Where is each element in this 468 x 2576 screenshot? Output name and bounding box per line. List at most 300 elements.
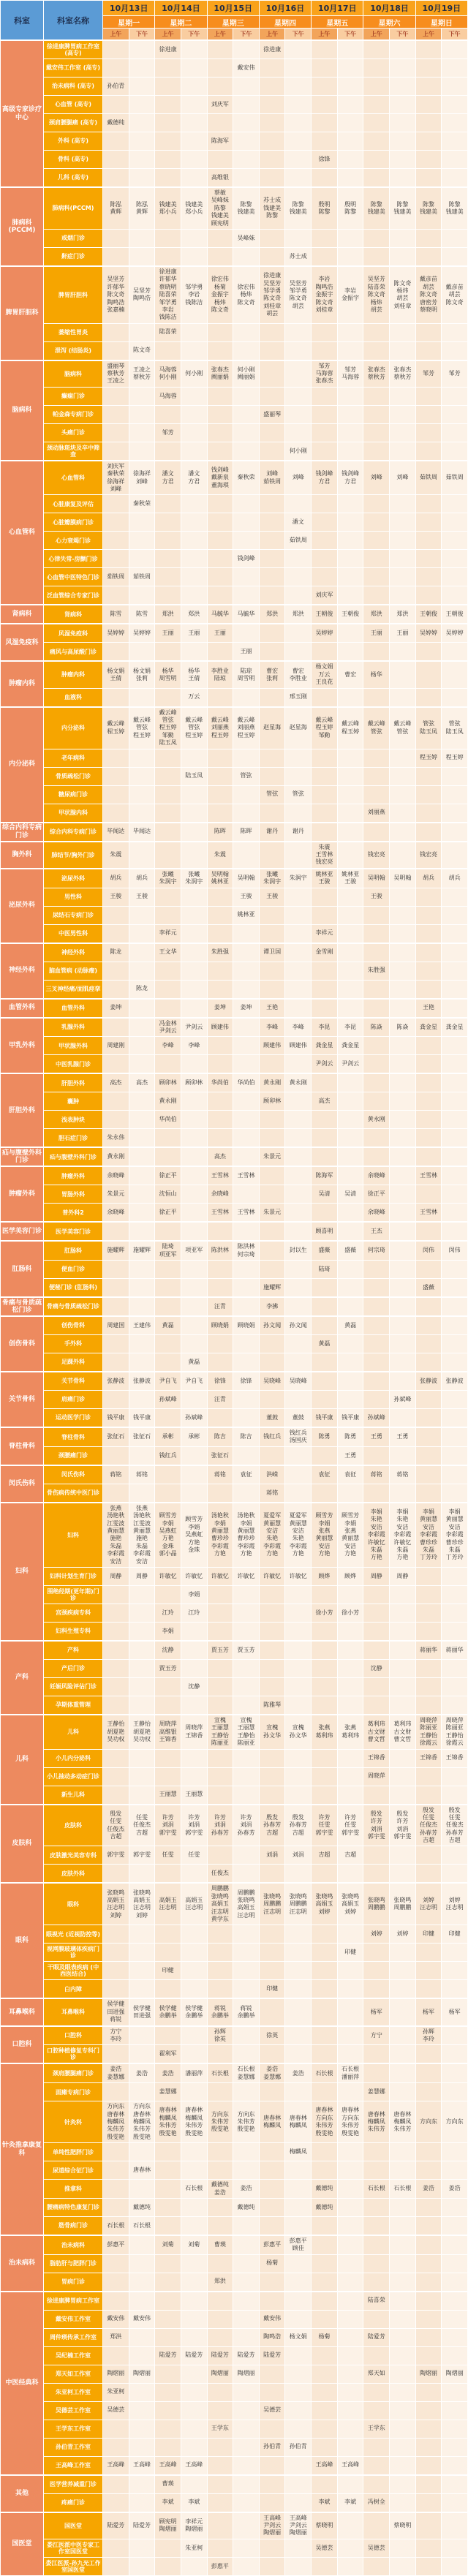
doctor-name: 管弦 [162,716,174,723]
doctor-name: 赵星海 [263,724,282,731]
schedule-cell [415,1335,442,1353]
doctor-name: 顾晓娟 [211,1321,229,1329]
schedule-cell [259,2045,285,2064]
schedule-cell [442,661,468,688]
schedule-cell [207,2438,233,2456]
schedule-cell [155,2420,181,2438]
schedule-row [1,2143,468,2161]
doctor-name: 李斌 [344,2498,357,2506]
schedule-cell [390,1129,416,1148]
clinic-label: 医学营养减重门诊 [44,2475,103,2494]
doctor-name: 茹铁周 [289,537,307,544]
schedule-cell [442,1677,468,1696]
schedule-row [1,1055,468,1074]
schedule-cell [337,1147,363,1166]
schedule-cell [259,1696,285,1715]
schedule-cell [155,1335,181,1353]
schedule-row [1,2328,468,2346]
schedule-cell [233,495,260,513]
schedule-cell [129,2161,155,2180]
doctor-name: 杨文娟 [289,2333,307,2341]
schedule-row [1,1297,468,1316]
schedule-cell [155,605,181,624]
schedule-cell [155,1147,181,1166]
schedule-cell [129,1111,155,1129]
schedule-cell [285,1391,312,1409]
doctor-name: 施耀辉 [263,1283,282,1291]
schedule-cell [233,1335,260,1353]
doctor-name: 姜慧娜 [367,2088,385,2095]
doctor-name: 张晓鸣 [315,1892,333,1900]
schedule-cell [233,59,260,78]
schedule-cell [103,2557,129,2575]
doctor-name: 汪志明 [289,1908,307,1915]
schedule-cell [442,605,468,624]
schedule-cell [390,247,416,266]
doctor-name: 高娟玉 [315,1900,333,1908]
schedule-row [1,2161,468,2180]
doctor-name: 刘婷 [135,1911,148,1919]
doctor-name: 胡夏艳 [132,1728,151,1735]
schedule-row [1,1353,468,1372]
schedule-cell [207,1241,233,1260]
schedule-cell [155,1484,181,1503]
schedule-cell [337,1353,363,1372]
schedule-cell [207,1261,233,1279]
schedule-cell [207,1409,233,1428]
schedule-cell [415,96,442,114]
schedule-cell [155,1409,181,1428]
doctor-name: 顾烨 [344,1572,357,1579]
schedule-cell [312,1261,338,1279]
schedule-cell [312,1129,338,1148]
schedule-cell [233,2438,260,2456]
schedule-header [1,1,468,41]
schedule-cell [312,78,338,96]
schedule-cell [390,1372,416,1391]
doctor-name: 陶熠丽 [263,2529,282,2537]
schedule-row [1,1427,468,1446]
doctor-name: 石长根 [315,2069,333,2077]
schedule-cell [233,980,260,999]
schedule-cell [233,2063,260,2082]
doctor-name: 王朝俊 [341,611,360,618]
schedule-cell [155,1585,181,1604]
schedule-cell [390,1641,416,1660]
doctor-name: 彭惠平 [263,2241,282,2248]
doctor-name: 杨军 [423,2008,434,2015]
schedule-cell [312,1883,338,1925]
schedule-cell [312,2456,338,2475]
schedule-cell [103,1846,129,1865]
schedule-cell [207,1465,233,1484]
schedule-cell [390,1696,416,1715]
schedule-cell [415,2438,442,2456]
schedule-cell [207,707,233,749]
schedule-cell [312,513,338,532]
schedule-cell [103,78,129,96]
schedule-cell [415,1018,442,1037]
schedule-cell [103,980,129,999]
doctor-name: 杨文娟 [315,663,333,671]
schedule-cell [363,405,390,423]
schedule-cell [129,1715,155,1749]
schedule-cell [363,2401,390,2420]
schedule-cell [129,2438,155,2456]
schedule-row [1,924,468,943]
schedule-cell [285,804,312,823]
schedule-cell [442,1261,468,1279]
schedule-cell [129,1846,155,1865]
schedule-cell [181,1944,207,1962]
doctor-name: 吴坚芳 [132,287,151,294]
schedule-cell [363,1622,390,1641]
schedule-cell [155,1465,181,1484]
schedule-cell [415,2475,442,2494]
schedule-cell [442,513,468,532]
doctor-name: 管弦 [266,790,279,798]
doctor-name: 黄丽慧 [263,1519,282,1527]
schedule-cell [285,1261,312,1279]
schedule-cell [415,1409,442,1428]
schedule-cell [442,888,468,906]
weekday-header: 星期五 [312,16,363,29]
doctor-name: 张燕 [110,1504,122,1511]
schedule-cell [259,78,285,96]
doctor-name: 何小刚 [289,447,307,454]
schedule-cell [285,2254,312,2273]
doctor-name: 盛薇 [423,1283,434,1291]
doctor-name: 蒋丽华 [445,1646,464,1653]
doctor-name: 潘文 [188,470,200,477]
doctor-name: 吴清 [318,1190,331,1198]
schedule-cell [363,513,390,532]
doctor-name: 侯学健 [159,2004,177,2012]
schedule-cell [155,1805,181,1846]
schedule-cell [181,1316,207,1335]
clinic-label: 皮肤激光美容专科 [44,1846,103,1865]
schedule-cell [363,888,390,906]
schedule-cell [181,187,207,229]
schedule-cell [155,532,181,550]
schedule-cell [337,1883,363,1925]
doctor-name: 方艳 [344,1550,357,1557]
schedule-cell [207,962,233,980]
schedule-cell [337,2438,363,2456]
schedule-cell [390,405,416,423]
doctor-name: 张燕 [344,1527,357,1535]
schedule-cell [103,2346,129,2365]
weekday-header: 星期日 [415,16,467,29]
schedule-cell [363,247,390,266]
schedule-cell [337,924,363,943]
schedule-cell [233,1696,260,1715]
schedule-cell [155,2456,181,2475]
schedule-cell [207,1503,233,1568]
schedule-cell [285,1604,312,1622]
doctor-name: 许敏忆 [393,1538,412,1546]
doctor-name: 徐锋 [318,155,331,162]
doctor-name: 张晓鸣 [107,1889,125,1896]
doctor-name: 金振宇 [211,291,229,298]
doctor-name: 周晓萍 [367,1772,385,1780]
schedule-row [1,2346,468,2365]
doctor-name: 王艳 [266,1004,279,1011]
schedule-cell [285,980,312,999]
schedule-cell [259,1353,285,1372]
doctor-name: 张晓鸣 [237,1897,255,1904]
doctor-name: 朱景元 [263,1153,282,1160]
schedule-cell [415,1129,442,1148]
schedule-cell [181,1427,207,1446]
doctor-name: 高杰 [214,1153,226,1160]
schedule-cell [442,2292,468,2311]
doctor-name: 袁征 [318,1470,331,1478]
schedule-cell [103,924,129,943]
schedule-cell [285,187,312,229]
doctor-name: 曹珍珍 [211,1535,229,1542]
doctor-name: 王雪林 [211,1172,229,1179]
schedule-row [1,707,468,749]
schedule-cell [337,767,363,785]
doctor-name: 吴坚芳 [263,279,282,287]
schedule-cell [442,2456,468,2475]
schedule-cell [129,2180,155,2199]
schedule-cell [363,1865,390,1884]
doctor-name: 陆琼 [240,667,252,674]
schedule-cell [207,2063,233,2082]
doctor-name: 蔡秋芳 [393,374,412,381]
schedule-cell [337,1037,363,1055]
doctor-name: 戴云峰 [393,720,412,728]
schedule-cell [285,2216,312,2235]
schedule-cell [129,2026,155,2045]
schedule-cell [442,1944,468,1962]
schedule-cell [181,2063,207,2082]
doctor-name: 汪青 [214,1302,226,1310]
schedule-cell [442,1147,468,1166]
schedule-cell [103,1372,129,1391]
doctor-name: 葛利玮 [315,1731,333,1739]
schedule-cell [233,2383,260,2401]
doctor-name: 葛利玮 [393,1721,412,1728]
group-label: 高级专家诊疗中心 [1,40,44,187]
schedule-cell [103,999,129,1018]
schedule-cell [207,1846,233,1865]
schedule-row [1,2438,468,2456]
schedule-cell [285,461,312,495]
doctor-name: 郭宇雯 [367,1832,385,1840]
doctor-name: 梅麟凤 [185,2114,203,2121]
schedule-cell [363,1767,390,1786]
doctor-name: 陶熠丽 [420,2370,437,2377]
schedule-cell [312,1696,338,1715]
schedule-cell [129,96,155,114]
schedule-cell [415,1316,442,1335]
schedule-cell [129,1073,155,1092]
schedule-cell [312,1335,338,1353]
doctor-name: 刘涓 [214,1821,226,1829]
schedule-cell [233,999,260,1018]
schedule-cell [155,2383,181,2401]
schedule-cell [337,423,363,442]
schedule-cell [363,980,390,999]
schedule-cell [442,823,468,842]
schedule-cell [415,888,442,906]
schedule-cell [285,1353,312,1372]
schedule-cell [415,1166,442,1185]
doctor-name: 李岩 [318,276,331,283]
schedule-cell [442,707,468,749]
doctor-name: 姜浩 [292,2069,304,2077]
schedule-cell [285,1925,312,1944]
schedule-cell [103,1073,129,1092]
schedule-cell [129,187,155,229]
schedule-cell [312,341,338,360]
schedule-cell [155,906,181,924]
schedule-row [1,1166,468,1185]
schedule-cell [207,1147,233,1166]
schedule-row [1,2456,468,2475]
schedule-cell [155,2365,181,2383]
clinic-label: 肩痛门诊 [44,1391,103,1409]
schedule-cell [442,2143,468,2161]
doctor-name: 朱伟芳 [185,2122,203,2129]
pm-header: 下午 [337,29,363,41]
schedule-cell [415,1372,442,1391]
schedule-cell [129,550,155,568]
schedule-cell [415,423,442,442]
schedule-cell [259,2438,285,2456]
doctor-name: 梅麟凤 [132,2118,151,2125]
schedule-cell [103,187,129,229]
pm-header: 下午 [442,29,468,41]
doctor-name: 石长根 [367,2185,385,2192]
schedule-cell [103,442,129,461]
schedule-cell [155,1944,181,1962]
doctor-name: 陶熠丽 [211,2370,229,2377]
doctor-name: 吉超 [318,1851,331,1859]
schedule-cell [285,1427,312,1446]
am-header: 上午 [207,29,233,41]
schedule-cell [181,749,207,767]
schedule-cell [155,2438,181,2456]
schedule-cell [337,1111,363,1129]
schedule-cell [312,1659,338,1677]
schedule-cell [207,1944,233,1962]
schedule-cell [259,132,285,151]
schedule-cell [181,1962,207,1980]
schedule-cell [181,550,207,568]
schedule-cell [285,442,312,461]
doctor-name: 王锦香 [367,1754,385,1761]
doctor-name: 蔡晓明 [315,2522,333,2529]
schedule-cell [259,2083,285,2101]
doctor-name: 吴婷婷 [107,630,125,637]
doctor-name: 汪志明 [159,1904,177,1911]
schedule-cell [103,1786,129,1805]
schedule-cell [155,643,181,662]
schedule-cell [129,2557,155,2575]
schedule-row [1,2273,468,2292]
doctor-name: 王朝俊 [420,611,437,618]
schedule-cell [337,1677,363,1696]
doctor-name: 殷雯艳 [132,2133,151,2140]
doctor-name: 潘文 [292,518,304,526]
schedule-cell [155,461,181,495]
schedule-cell [442,442,468,461]
clinic-label: 脑病科 [44,360,103,388]
doctor-name: 钱宏亮 [367,850,385,858]
schedule-cell [181,2438,207,2456]
doctor-name: 姚林亚 [237,911,255,918]
doctor-name: 吴德芸 [107,2406,125,2414]
doctor-name: 黄永刚 [367,1116,385,1123]
schedule-cell [129,1865,155,1884]
doctor-name: 钱陈洁 [185,298,203,306]
doctor-name: 高娟玉 [132,1897,151,1904]
doctor-name: 方宁 [110,2028,122,2035]
schedule-cell [285,2045,312,2064]
schedule-cell [207,266,233,323]
schedule-cell [363,2365,390,2383]
schedule-cell [415,2512,442,2539]
schedule-cell [363,423,390,442]
doctor-name: 唐春林 [263,2114,282,2121]
doctor-name: 陈文奇 [445,298,464,306]
doctor-name: 刘峰 [292,474,304,481]
schedule-cell [233,387,260,405]
schedule-cell [337,1980,363,1999]
doctor-name: 尹自飞 [185,1377,203,1384]
doctor-name: 方向东 [341,2114,360,2121]
doctor-name: 许芳 [188,1813,200,1821]
schedule-cell [207,1353,233,1372]
schedule-cell [442,132,468,151]
clinic-label: 妊娠风险评估门诊 [44,1677,103,1696]
schedule-row [1,2254,468,2273]
schedule-row [1,1805,468,1846]
schedule-cell [259,1409,285,1428]
doctor-name: 胡芸 [448,291,461,298]
schedule-cell [259,2420,285,2438]
doctor-name: 葛利玮 [367,1721,385,1728]
schedule-cell [129,405,155,423]
schedule-cell [207,405,233,423]
doctor-name: 郭宇雯 [107,1851,125,1859]
doctor-name: 方宁 [370,2031,382,2039]
schedule-cell [181,1111,207,1129]
schedule-cell [285,2493,312,2512]
doctor-name: 任雯 [135,1813,148,1821]
schedule-cell [181,78,207,96]
schedule-cell [442,461,468,495]
schedule-cell [337,1846,363,1865]
doctor-name: 陆喜荣 [367,2297,385,2304]
schedule-cell [181,360,207,388]
clinic-label: 脂肪肝与肥胖门诊 [44,2254,103,2273]
schedule-cell [363,2045,390,2064]
schedule-cell [363,1998,390,2025]
doctor-name: 孙文闻 [263,1321,282,1329]
doctor-name: 张静波 [420,1377,437,1384]
clinic-label: 疝与腹壁外科门诊 [44,1147,103,1166]
schedule-cell [312,2235,338,2254]
schedule-cell [415,2083,442,2101]
schedule-cell [259,1998,285,2025]
schedule-cell [390,2216,416,2235]
schedule-cell [103,2456,129,2475]
